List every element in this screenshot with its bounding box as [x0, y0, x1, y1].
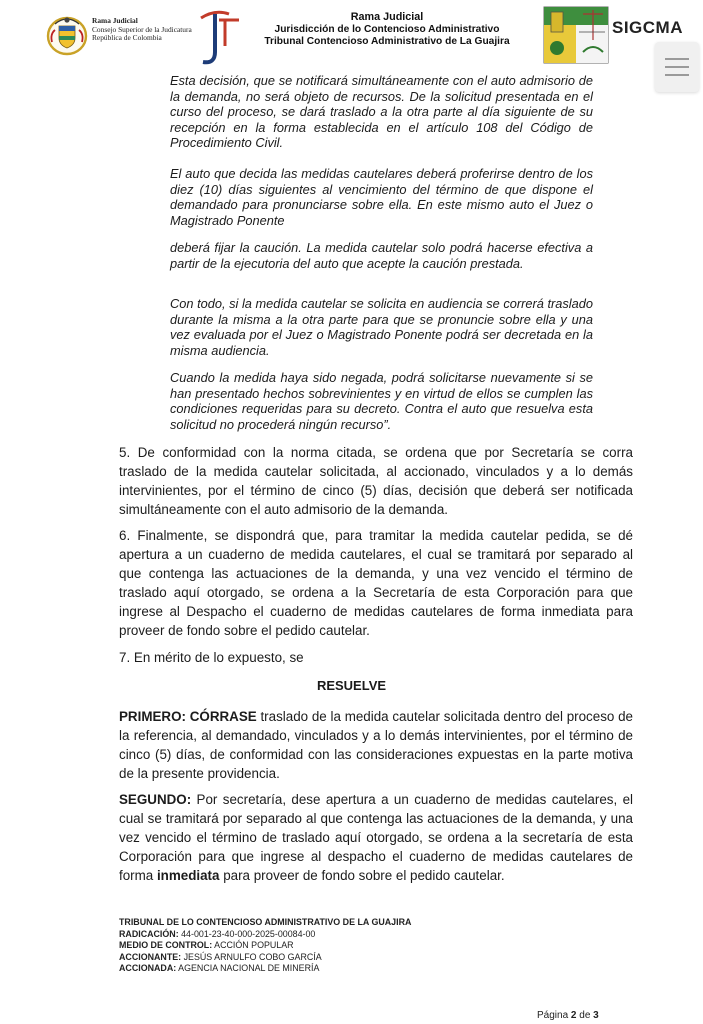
accionante-value: JESÚS ARNULFO COBO GARCÍA — [181, 951, 322, 962]
resolution-segundo — [119, 790, 633, 885]
quote-paragraph-1: Esta decisión, que se notificará simultáneamente con el auto admisorio de la demanda, no será objeto de recursos. De la solicitud presentada en el curso del proceso, se dará traslado a la otra parte al día siguiente de su recepción en la forma establecida en el artículo 108 del Código de Procedimiento Civil. — [170, 73, 593, 151]
footer-accionante — [119, 952, 411, 964]
court-line-3: Tribunal Contencioso Administrativo de La Guajira — [264, 35, 510, 47]
quote-paragraph-3: deberá fijar la caución. La medida cautelar solo podrá hacerse efectiva a partir de la ejecutoria del auto que acepte la caución prestada. — [170, 240, 593, 271]
accionada-value: AGENCIA NACIONAL DE MINERÍA — [176, 963, 320, 974]
accionante-label: ACCIONANTE: — [119, 951, 182, 962]
quote-paragraph-2: El auto que decida las medidas cautelares deberá proferirse dentro de los diez (10) días siguientes al vencimiento del término de que dispone el demandado para pronunciarse sobre ella. En este mismo auto el Juez o Magistrado Ponente — [170, 166, 593, 228]
segundo-text-1: Por secretaría, dese apertura a un cuaderno de medidas cautelares, el cual se tramitará por separado al que contenga las actuaciones de la demanda, y una vez vencido el término de traslado aquí otorgado, se ordena a la secretaría de esta Corporación para que ingrese al despacho el cuaderno de medidas cautelares de forma — [119, 792, 633, 883]
radicacion-value: 44-001-23-40-000-2025-00084-00 — [178, 928, 316, 939]
quote-paragraph-5: Cuando la medida haya sido negada, podrá solicitarse nuevamente si se han presentado hechos sobrevinientes y en virtud de ellos se cumplen las condiciones requeridas para su decreto. Contra el auto que resuelva esta solicitud no procederá ningún recurso”. — [170, 370, 593, 432]
menu-bar-icon — [665, 66, 689, 68]
footer-medio — [119, 940, 411, 952]
resuelve-heading: RESUELVE — [316, 678, 387, 693]
court-line-1: Rama Judicial — [350, 11, 424, 23]
paragraph-6: 6. Finalmente, se dispondrá que, para tramitar la medida cautelar pedida, se dé apertura a un cuaderno de medida cautelares, el cual se tramitará por separado al que contenga las actuaciones de la demanda, y una vez vencido el término de traslado aquí otorgado, se ordena a la Secretaría de esta Corporación para que ingrese al Despacho el cuaderno de medidas cautelares de forma inmediata para proveer de fondo sobre el pedido cautelar. — [119, 528, 633, 638]
accionada-label: ACCIONADA: — [119, 963, 177, 974]
court-line-2: Jurisdicción de lo Contencioso Administrativo — [274, 23, 500, 35]
quote-paragraph-4: Con todo, si la medida cautelar se solicita en audiencia se correrá traslado durante la misma a la otra parte para que se pronuncie sobre ella y una vez evaluada por el Juez o Magistrado Ponente podrá ser decretada en la misma audiencia. — [170, 296, 593, 358]
footer-radicacion — [119, 929, 411, 941]
page-of: de — [579, 1010, 591, 1021]
guajira-emblem-icon — [543, 6, 609, 64]
segundo-text-2: para proveer de fondo sobre el pedido cautelar. — [219, 868, 505, 883]
page-indicator — [537, 1010, 599, 1021]
footer-court: TRIBUNAL DE LO CONTENCIOSO ADMINISTRATIVO DE LA GUAJIRA — [119, 917, 412, 927]
paragraph-5: 5. De conformidad con la norma citada, se ordena que por Secretaría se corra traslado de la medida cautelar solicitada, al accionado, vinculados y a lo demás intervinientes, por el término de cinco (5) días, decisión que deberá ser notificada simultáneamente con el auto admisorio de la demanda. — [119, 445, 633, 517]
page-total: 3 — [593, 1010, 599, 1021]
primero-verb: CÓRRASE — [189, 709, 257, 724]
primero-text: traslado de la medida cautelar solicitada dentro del proceso de la referencia, al demandado, vinculados y a lo demás intervinientes, por el término de cinco (5) días, de conformidad con las consideraciones expuestas en la parte motiva de la presente providencia. — [119, 709, 633, 781]
primero-label: PRIMERO: — [119, 709, 186, 724]
hamburger-menu-button[interactable] — [655, 42, 699, 92]
rama-line-3: República de Colombia — [92, 33, 162, 43]
page-current: 2 — [570, 1010, 577, 1021]
segundo-label: SEGUNDO: — [119, 792, 192, 807]
colombia-coat-of-arms-icon — [44, 12, 90, 58]
menu-bar-icon — [665, 74, 689, 76]
sigcma-brand: SIGCMA — [612, 18, 683, 37]
rama-line-1: Rama Judicial — [92, 16, 138, 25]
medio-value: ACCIÓN POPULAR — [212, 940, 294, 951]
rama-judicial-text — [92, 17, 192, 43]
medio-label: MEDIO DE CONTROL: — [119, 940, 213, 951]
rama-line-2: Consejo Superior de la Judicatura — [92, 24, 192, 34]
segundo-bold-word: inmediata — [156, 868, 220, 883]
footer-accionada — [119, 963, 411, 975]
page-word: Página — [537, 1010, 569, 1021]
menu-bar-icon — [665, 58, 689, 60]
paragraph-7: 7. En mérito de lo expuesto, se — [119, 650, 304, 665]
court-title-block — [232, 12, 542, 47]
case-reference-footer — [119, 917, 411, 975]
radicacion-label: RADICACIÓN: — [119, 928, 179, 939]
resolution-primero — [119, 707, 633, 783]
document-header — [0, 0, 703, 72]
